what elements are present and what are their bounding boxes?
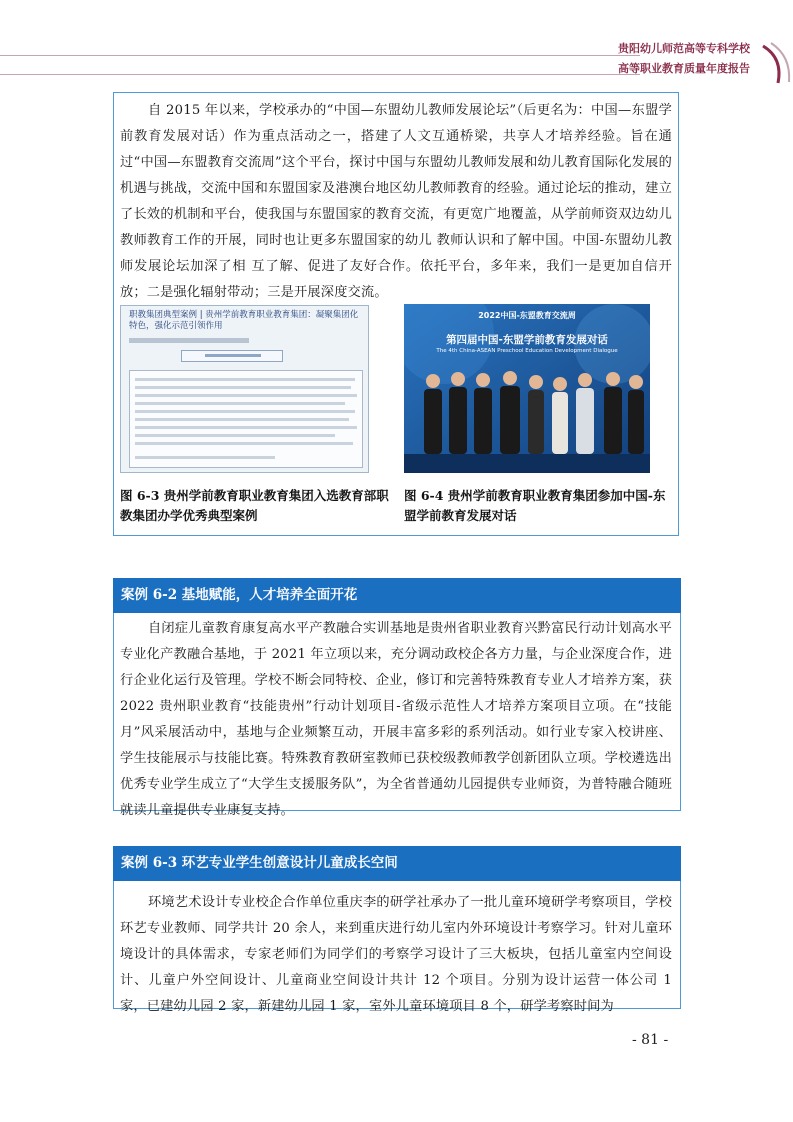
- banner-line1: 2022中国-东盟教育交流周: [478, 311, 576, 320]
- event-photo-illustration: [404, 304, 650, 473]
- figure-6-3-caption: 图 6-3 贵州学前教育职业教育集团入选教育部职教集团办学优秀典型案例: [120, 488, 389, 523]
- figure-6-3-image: [120, 305, 369, 473]
- header-decoration-icon: [753, 38, 793, 88]
- banner-line3: The 4th China-ASEAN Preschool Education Development Dialogue: [436, 348, 618, 354]
- header-report-title: 高等职业教育质量年度报告: [618, 62, 750, 75]
- header-rule-top: [0, 55, 640, 56]
- banner-line2: 第四届中国-东盟学前教育发展对话: [446, 334, 608, 346]
- case-6-2-paragraph: 自闭症儿童教育康复高水平产教融合实训基地是贵州省职业教育兴黔富民行动计划高水平专业化产教融合基地，于 2021 年立项以来，充分调动政校企各方力量，与企业深度合作，进行企业化运行及管理。学校不断会同特校、企业，修订和完善特殊教育专业人才培养方案，获 2022 贵州职业教育“技能贵州”行动计划项目-省级示范性人才培养方案项目立项。在“技能月”风采展活动中，基地与企业频繁互动，开展丰富多彩的系列活动。如行业专家入校讲座、学生技能展示与技能比赛。特殊教育教研室教师已获校级教师教学创新团队立项。学校遴选出优秀专业学生成立了“大学生支援服务队”，为全省普通幼儿园提供专业师资，为普特融合随班就读儿童提供专业康复支持。: [120, 621, 672, 818]
- header-school-name: 贵阳幼儿师范高等专科学校: [618, 42, 750, 55]
- figure-6-4-image: [404, 304, 650, 473]
- header-rule-bottom: [0, 74, 640, 75]
- case-6-2-title: 案例 6-2 基地赋能，人才培养全面开花: [113, 578, 681, 613]
- case-6-3-title: 案例 6-3 环艺专业学生创意设计儿童成长空间: [113, 846, 681, 881]
- page-number: - 81 -: [632, 1032, 669, 1048]
- intro-paragraph: 自 2015 年以来，学校承办的“中国—东盟幼儿教师发展论坛”（后更名为：中国—东盟学前教育发展对话）作为重点活动之一，搭建了人文互通桥梁，共享人才培养经验。旨在通过“中国—东盟教育交流周”这个平台，探讨中国与东盟幼儿教师发展和幼儿教育国际化发展的机遇与挑战，交流中国和东盟国家及港澳台地区幼儿教师教育的经验。通过论坛的推动，建立了长效的机制和平台，使我国与东盟国家的教育交流，有更宽广地覆盖，从学前师资双边幼儿教师教育工作的开展，同时也让更多东盟国家的幼儿 教师认识和了解中国。中国-东盟幼儿教师发展论坛加深了相 互了解、促进了友好合作。依托平台，多年来，我们一是更加自信开放；二是强化辐射带动；三是开展深度交流。: [120, 103, 672, 300]
- case-6-3-paragraph: 环境艺术设计专业校企合作单位重庆李的研学社承办了一批儿童环境研学考察项目，学校环艺专业教师、同学共计 20 余人，来到重庆进行幼儿室内外环境设计考察学习。针对儿童环境设计的具体需求，专家老师们为同学们的考察学习设计了三大板块，包括儿童室内空间设计、儿童户外空间设计、儿童商业空间设计共计 12 个项目。分别为设计运营一体公司 1 家，已建幼儿园 2 家，新建幼儿园 1 家，室外儿童环境项目 8 个，研学考察时间为: [120, 895, 672, 1014]
- article-title: 职教集团典型案例 | 贵州学前教育职业教育集团：凝聚集团化特色，强化示范引领作用: [129, 310, 359, 331]
- figure-6-4-caption: 图 6-4 贵州学前教育职业教育集团参加中国-东盟学前教育发展对话: [404, 488, 666, 523]
